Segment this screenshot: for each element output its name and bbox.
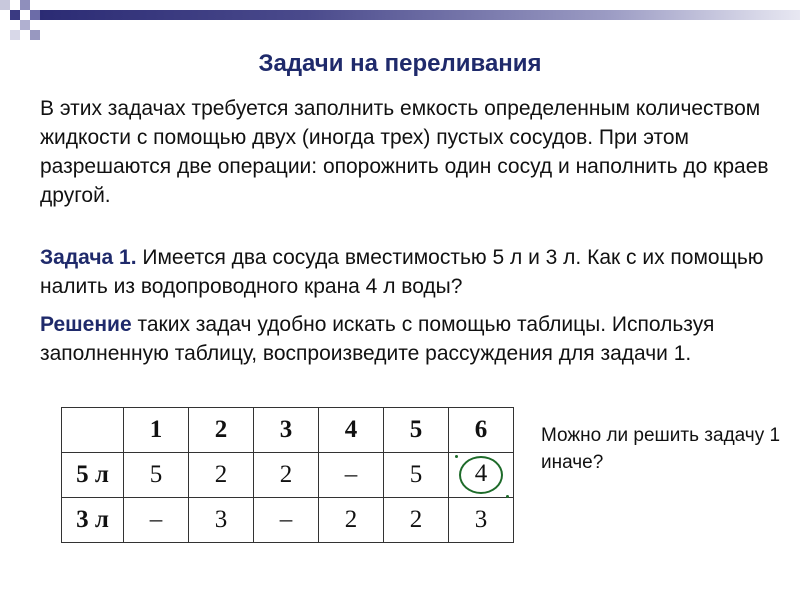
table-cell: 2: [319, 498, 384, 543]
decor-square: [20, 20, 30, 30]
solution-paragraph: [40, 310, 770, 368]
table-cell: –: [254, 498, 319, 543]
slide-title: Задачи на переливания: [258, 50, 542, 77]
solution-label: Решение: [40, 313, 132, 336]
table-cell: –: [124, 498, 189, 543]
solution-text: таких задач удобно искать с помощью таблицы. Используя заполненную таблицу, воспроизведите рассуждения для задачи 1.: [40, 313, 715, 365]
side-question: Можно ли решить задачу 1 иначе?: [541, 425, 781, 473]
task-text: Имеется два сосуда вместимостью 5 л и 3 л. Как с их помощью налить из водопроводного крана 4 л воды?: [40, 246, 764, 298]
decor-square: [20, 10, 30, 20]
table-header-row: [62, 408, 514, 453]
decor-square: [30, 10, 40, 20]
intro-paragraph: В этих задачах требуется заполнить емкость определенным количеством жидкости с помощью двух (иногда трех) пустых сосудов. При этом разрешаются две операции: опорожнить один сосуд и наполнить до краев другой.: [40, 97, 769, 207]
answer-value: 4: [474, 460, 488, 487]
column-header: 6: [449, 408, 514, 453]
column-header: 3: [254, 408, 319, 453]
decor-square: [10, 0, 20, 10]
circle-dot: [506, 495, 509, 498]
task-label: Задача 1.: [40, 246, 137, 269]
table-cell: 2: [189, 453, 254, 498]
column-header: 2: [189, 408, 254, 453]
table-cell: 5: [384, 453, 449, 498]
decor-square: [30, 30, 40, 40]
table-cell-highlighted: [449, 453, 514, 498]
task-paragraph: [40, 243, 770, 301]
column-header: 1: [124, 408, 189, 453]
pouring-table: [61, 407, 514, 543]
decor-square: [30, 0, 40, 10]
decor-square: [10, 10, 20, 20]
answer-circle: [459, 456, 503, 494]
row-header: 5 л: [62, 453, 124, 498]
decor-square: [0, 20, 10, 30]
circle-dot: [455, 455, 458, 458]
table-row: [62, 498, 514, 543]
table-cell: 3: [449, 498, 514, 543]
table-corner-cell: [62, 408, 124, 453]
decor-square: [0, 0, 10, 10]
decor-square: [20, 0, 30, 10]
decor-square: [10, 30, 20, 40]
table-cell: 5: [124, 453, 189, 498]
table-cell: 2: [384, 498, 449, 543]
header-band: [40, 10, 800, 20]
table-cell: –: [319, 453, 384, 498]
column-header: 4: [319, 408, 384, 453]
table-cell: 3: [189, 498, 254, 543]
table-cell: 2: [254, 453, 319, 498]
row-header: 3 л: [62, 498, 124, 543]
table-row: [62, 453, 514, 498]
column-header: 5: [384, 408, 449, 453]
